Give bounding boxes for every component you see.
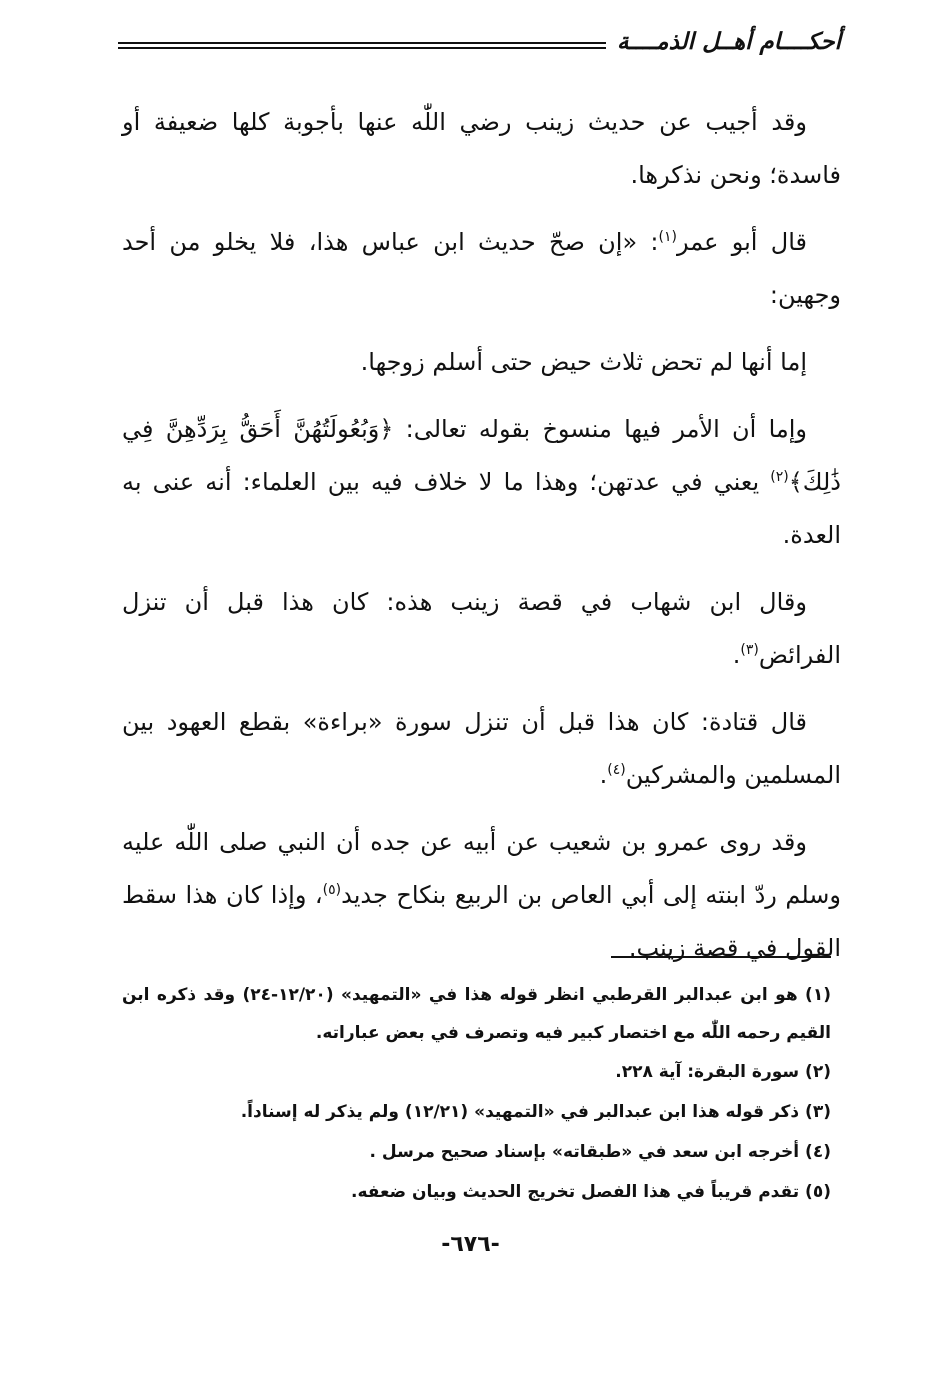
footnote-ref-1[interactable]: (١) (658, 229, 677, 245)
header-title: أحكــــام أهــل الذمــــة (616, 28, 841, 55)
paragraph-2-text: قال أبو عمر (677, 228, 807, 256)
paragraph-2-text-after: : «إن صحّ حديث ابن عباس هذا، فلا يخلو من أحد وجهين: (122, 228, 841, 309)
footnote-1: (١) هو ابن عبدالبر القرطبي انظر قوله هذا في «التمهيد» (١٢/٢٠-٢٤) وقد ذكره ابن القيم رحمه اللّٰه مع اختصار كبير فيه وتصرف في بعض عباراته. (122, 985, 831, 1043)
page-number: -٦٧٦- (441, 1232, 500, 1257)
footnote-ref-2[interactable]: (٢) (770, 469, 789, 485)
paragraph-5 (122, 576, 841, 682)
footnote-5: (٥) تقدم قريباً في هذا الفصل تخريج الحديث وبيان ضعفه. (351, 1182, 831, 1202)
footnote-ref-3[interactable]: (٣) (740, 642, 759, 658)
paragraph-4-text: وإما أن الأمر فيها منسوخ بقوله تعالى: ﴿وَبُعُولَتُهُنَّ أَحَقُّ بِرَدِّهِنَّ فِي ذَٰلِكَ﴾ (122, 415, 841, 496)
paragraph-7-text: وقد روى عمرو بن شعيب عن أبيه عن جده أن النبي صلى اللّٰه عليه وسلم ردّ ابنته إلى أبي العاص بن الربيع بنكاح جديد (122, 828, 841, 909)
paragraph-6-text-after: . (599, 761, 608, 789)
paragraph-3-text: إما أنها لم تحض ثلاث حيض حتى أسلم زوجها. (360, 348, 807, 376)
paragraph-5-text: وقال ابن شهاب في قصة زينب هذه: كان هذا قبل أن تنزل الفرائض (122, 588, 841, 669)
footnotes (122, 976, 831, 1212)
footnote-2: (٢) سورة البقرة: آية ٢٢٨. (615, 1062, 831, 1082)
paragraph-6 (122, 696, 841, 802)
paragraph-4 (122, 403, 841, 562)
footnote-ref-4[interactable]: (٤) (607, 762, 626, 778)
footnote-ref-5[interactable]: (٥) (322, 882, 342, 898)
footnote-separator (611, 956, 831, 958)
paragraph-4-text-after: يعني في عدتهن؛ وهذا ما لا خلاف فيه بين العلماء: أنه عنى به العدة. (122, 468, 841, 549)
paragraph-2 (122, 216, 841, 322)
paragraph-7 (122, 816, 841, 975)
header-double-rule (118, 42, 606, 49)
footnote-3: (٣) ذكر قوله هذا ابن عبدالبر في «التمهيد» (١٢/٢١) ولم يذكر له إسناداً. (240, 1102, 831, 1122)
main-text (122, 96, 841, 989)
paragraph-1 (122, 96, 841, 202)
paragraph-5-text-after: . (732, 641, 741, 669)
paragraph-3 (122, 336, 841, 389)
paragraph-1-text: وقد أجيب عن حديث زينب رضي اللّٰه عنها بأجوبة كلها ضعيفة أو فاسدة؛ ونحن نذكرها. (122, 108, 841, 189)
paragraph-7-text-after: ، وإذا كان هذا سقط القول في قصة زينب. (122, 881, 841, 962)
paragraph-6-text: قال قتادة: كان هذا قبل أن تنزل سورة «براءة» بقطع العهود بين المسلمين والمشركين (122, 708, 841, 789)
footnote-4: (٤) أخرجه ابن سعد في «طبقاته» بإسناد صحيح مرسل . (369, 1142, 831, 1162)
running-header (118, 22, 841, 66)
